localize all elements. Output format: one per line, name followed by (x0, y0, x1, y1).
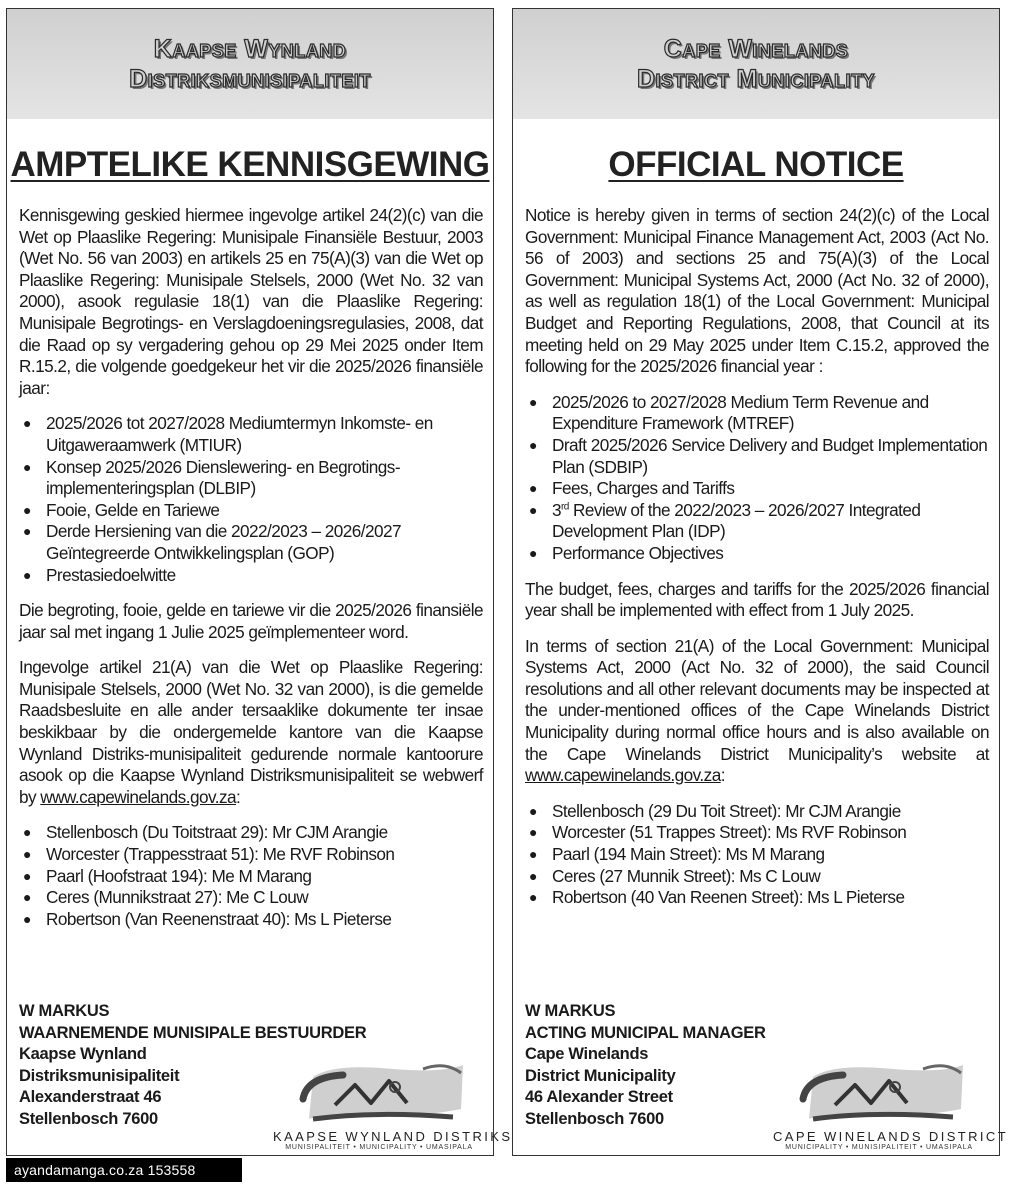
municipality-banner (7, 9, 493, 119)
bullet-icon: ● (529, 846, 537, 863)
notice-heading (513, 145, 999, 185)
banner-line-2: District Municipality (637, 65, 875, 93)
notice-heading (7, 145, 493, 185)
inspection-paragraph: In terms of section 21(A) of the Local Government: Municipal Systems Act, 2000 (Act No. 32 of 2000), the said Council resolutions and all other relevant documents may be inspected at the under-mentioned offices of the Cape Winelands District Municipality during normal office hours and is also available on the Cape Winelands District Municipality’s website at www.capewinelands.gov.za: (525, 635, 989, 786)
heading-text: OFFICIAL NOTICE (608, 145, 904, 184)
notice-body (513, 205, 999, 909)
list-item: ● Fooie, Gelde en Tariewe (23, 499, 220, 520)
signatory-name: W MARKUS (525, 1002, 616, 1020)
list-item: ● Ceres (Munnikstraat 27): Me C Louw (23, 887, 309, 908)
bullet-icon: ● (23, 523, 31, 540)
address-line: Stellenbosch 7600 (525, 1109, 664, 1128)
address-line: Alexanderstraat 46 (19, 1088, 162, 1106)
signatory-title: WAARNEMENDE MUNISIPALE BESTUURDER (19, 1023, 367, 1042)
logo-subtitle: MUNICIPALITY • MUNISIPALITEIT • UMASIPALA (785, 1144, 973, 1151)
bullet-icon: ● (529, 436, 537, 453)
banner-line-1: Kaapse Wynland (153, 35, 347, 63)
municipality-logo (773, 1059, 1009, 1151)
approved-items-list (19, 413, 483, 586)
bullet-icon: ● (23, 566, 31, 583)
bullet-icon: ● (23, 889, 31, 906)
bullet-icon: ● (529, 501, 537, 518)
english-notice (512, 8, 1009, 1156)
bullet-icon: ● (23, 501, 31, 518)
list-item: ● Stellenbosch (Du Toitstraat 29): Mr CJM Arangie (23, 822, 388, 843)
address-line: Distriksmunisipaliteit (19, 1066, 180, 1085)
bullet-icon: ● (23, 910, 31, 927)
list-item: ● 3rd Review of the 2022/2023 – 2026/2027 Integrated Development Plan (IDP) (529, 499, 921, 542)
list-item: ● 2025/2026 tot 2027/2028 Mediumtermyn Inkomste- en Uitgaweraamwerk (MTIUR) (23, 413, 433, 455)
implementation-paragraph: Die begroting, fooie, gelde en tariewe vir die 2025/2026 finansiële jaar sal met ingang 1 Julie 2025 geïmplementeer word. (19, 600, 483, 642)
logo-name: CAPE WINELANDS DISTRICT (773, 1129, 1009, 1144)
list-item: ● Worcester (51 Trappes Street): Ms RVF Robinson (529, 822, 907, 843)
list-item: ● Performance Objectives (529, 542, 724, 563)
list-item: ● Robertson (Van Reenenstraat 40): Ms L Pieterse (23, 908, 392, 929)
list-item: ● Draft 2025/2026 Service Delivery and Budget Implementation Plan (SDBIP) (529, 434, 988, 477)
bullet-icon: ● (529, 480, 537, 497)
bullet-icon: ● (529, 802, 537, 819)
afrikaans-notice (6, 8, 513, 1156)
approved-items-list (525, 392, 989, 565)
list-item: ● Fees, Charges and Tariffs (529, 478, 735, 499)
bullet-icon: ● (529, 867, 537, 884)
website-link[interactable]: www.capewinelands.gov.za (525, 765, 721, 786)
list-item: ● Robertson (40 Van Reenen Street): Ms L Pieterse (529, 887, 905, 908)
bullet-icon: ● (23, 458, 31, 475)
list-item: ● Paarl (194 Main Street): Ms M Marang (529, 844, 825, 865)
list-item: ● Prestasiedoelwitte (23, 564, 176, 585)
banner-line-2: Distriksmunisipaliteit (129, 65, 371, 93)
inspection-paragraph: Ingevolge artikel 21(A) van die Wet op Plaaslike Regering: Munisipale Stelsels, 2000 (Wet No. 32 van 2000), is die gemelde Raadsbesluite en alle ander tersaaklike dokumente ter insae beskikbaar by die ondergemelde kantore van die Kaapse Wynland Distriks-munisipaliteit gedurende normale kantoorure asook op die Kaapse Wynland Distriksmunisipaliteit se webwerf by www.capewinelands.gov.za: (19, 657, 483, 807)
notice-body (7, 205, 493, 930)
address-line: Cape Winelands (525, 1045, 649, 1063)
intro-paragraph: Kennisgewing geskied hiermee ingevolge artikel 24(2)(c) van die Wet op Plaaslike Regering: Munisipale Finansiële Bestuur, 2003 (Wet No. 56 van 2003) en artikels 25 en 75(A)(3) van die Wet op Plaaslike Regering: Munisipale Stelsels, 2000 (Wet No. 32 van 2000), asook regulasie 18(1) van die Plaaslike Regering: Munisipale Begrotings- en Verslagdoeningsregulasies, 2008, dat die Raad op sy vergadering gehou op 29 Mei 2025 onder Item R.15.2, die volgende goedgekeur het vir die 2025/2026 finansiële jaar: (19, 205, 483, 398)
bullet-icon: ● (23, 824, 31, 841)
logo-emblem-icon (773, 1059, 985, 1129)
bullet-icon: ● (23, 846, 31, 863)
bullet-icon: ● (23, 415, 31, 432)
logo-name: KAAPSE WYNLAND DISTRIKS (273, 1129, 513, 1144)
intro-paragraph: Notice is hereby given in terms of section 24(2)(c) of the Local Government: Municipal Finance Management Act, 2003 (Act No. 56 of 2003) and sections 25 and 75(A)(3) of the Local Government: Municipal Systems Act, 2000 (Act No. 32 of 2000), as well as regulation 18(1) of the Local Government: Municipal Budget and Reporting Regulations, 2008, that Council at its meeting held on 29 May 2025 under Item C.15.2, approved the following for the 2025/2026 financial year : (525, 205, 989, 377)
list-item: ● Paarl (Hoofstraat 194): Me M Marang (23, 865, 312, 886)
offices-list (19, 822, 483, 930)
signatory-title: ACTING MUNICIPAL MANAGER (525, 1023, 766, 1042)
list-item: ● Derde Hersiening van die 2022/2023 – 2026/2027 Geïntegreerde Ontwikkelingsplan (GOP) (23, 521, 402, 563)
signature-block (525, 1001, 766, 1130)
address-line: Kaapse Wynland (19, 1045, 147, 1063)
logo-emblem-icon (273, 1059, 485, 1129)
list-item: ● 2025/2026 to 2027/2028 Medium Term Revenue and Expenditure Framework (MTREF) (529, 391, 929, 434)
signatory-name: W MARKUS (19, 1002, 110, 1020)
address-line: 46 Alexander Street (525, 1088, 673, 1106)
publisher-footer: ayandamanga.co.za 153558 (6, 1158, 242, 1182)
banner-line-1: Cape Winelands (663, 35, 849, 63)
bullet-icon: ● (529, 544, 537, 561)
municipality-logo (273, 1059, 513, 1151)
list-item: ● Konsep 2025/2026 Dienslewering- en Begrotings-implementeringsplan (DLBIP) (23, 456, 401, 499)
list-item: ● Worcester (Trappesstraat 51): Me RVF Robinson (23, 844, 395, 865)
municipality-banner (513, 9, 999, 119)
implementation-paragraph: The budget, fees, charges and tariffs for the 2025/2026 financial year shall be implemented with effect from 1 July 2025. (525, 578, 989, 621)
bullet-icon: ● (23, 867, 31, 884)
list-item: ● Ceres (27 Munnik Street): Ms C Louw (529, 865, 821, 886)
logo-subtitle: MUNISIPALITEIT • MUNICIPALITY • UMASIPALA (285, 1144, 473, 1151)
bullet-icon: ● (529, 889, 537, 906)
heading-text: AMPTELIKE KENNISGEWING (10, 145, 490, 184)
bullet-icon: ● (529, 393, 537, 410)
address-line: Stellenbosch 7600 (19, 1109, 158, 1128)
bullet-icon: ● (529, 824, 537, 841)
offices-list (525, 801, 989, 909)
website-link[interactable]: www.capewinelands.gov.za (40, 786, 237, 807)
address-line: District Municipality (525, 1066, 676, 1085)
list-item: ● Stellenbosch (29 Du Toit Street): Mr CJM Arangie (529, 800, 901, 821)
